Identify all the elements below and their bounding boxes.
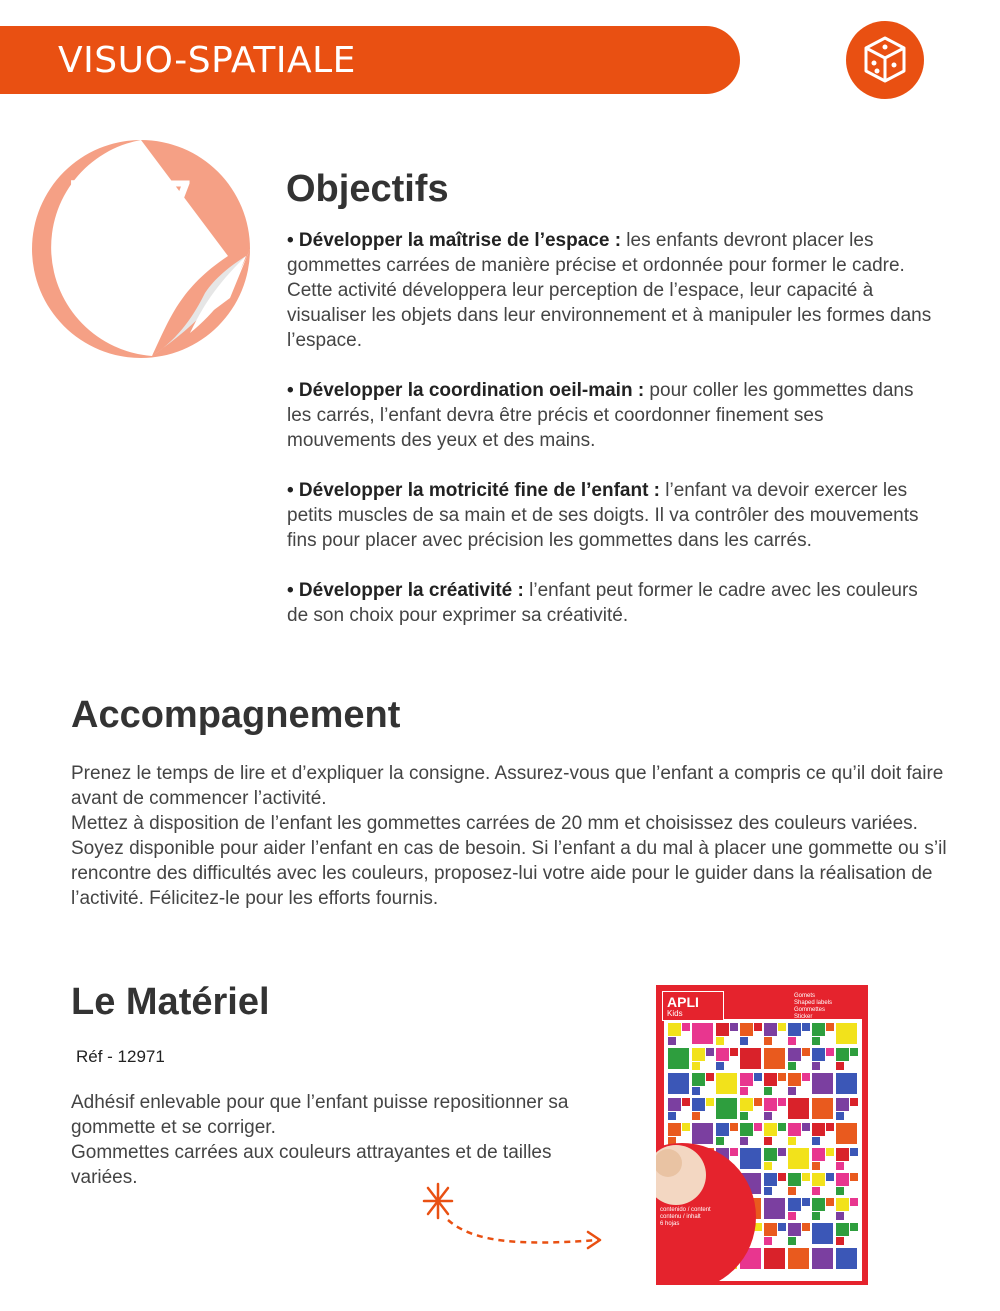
item-lead: • Développer la coordination oeil-main : [287,380,645,401]
activity-number: N°7 [64,166,194,250]
sticker-square [764,1248,785,1269]
sticker-square [812,1098,833,1119]
sticker-square [802,1123,810,1131]
sticker-square [740,1087,748,1095]
sticker-square [836,1162,844,1170]
sticker-square [730,1123,738,1131]
paragraph: Mettez à disposition de l’enfant les gommettes carrées de 20 mm et choisissez des couleurs variées. Soyez disponible pour aider l’enfant en cas de besoin. Si l’enfant a du mal à placer une gommette ou s’il rencontre des difficultés avec les couleurs, proposez-lui votre aide pour le guider dans la réalisation de l’activité. Félicitez-le pour les efforts fournis. [71,813,947,909]
sticker-square [764,1198,785,1219]
lang-label: Sticker [794,1014,813,1020]
sticker-square [740,1023,753,1036]
sticker-square [764,1098,777,1111]
sticker-square [740,1073,753,1086]
sticker-square [764,1173,777,1186]
sticker-square [740,1098,753,1111]
accompaniment-text [71,761,951,911]
sticker-square [802,1023,810,1031]
sticker-square [850,1148,858,1156]
product-languages [794,993,832,1021]
sticker-square [802,1073,810,1081]
sticker-square [740,1037,748,1045]
lang-label: Gommettes [794,1007,826,1013]
sticker-square [740,1137,748,1145]
sticker-square [802,1048,810,1056]
sticker-square [836,1098,849,1111]
sticker-square [716,1037,724,1045]
sticker-square [716,1048,729,1061]
sticker-square [706,1073,714,1081]
sticker-square [850,1098,858,1106]
sticker-square [778,1073,786,1081]
sticker-square [764,1123,777,1136]
sticker-square [826,1198,834,1206]
sticker-square [778,1223,786,1231]
sticker-square [778,1173,786,1181]
sticker-square [668,1073,689,1094]
sticker-square [788,1187,796,1195]
sticker-square [836,1062,844,1070]
sticker-square [706,1048,714,1056]
product-package-image [656,985,868,1285]
sticker-square [764,1237,772,1245]
sticker-square [668,1112,676,1120]
sticker-square [682,1023,690,1031]
sticker-square [788,1123,801,1136]
sticker-square [836,1237,844,1245]
brand-name: APLI [667,994,699,1010]
sticker-square [730,1148,738,1156]
sticker-square [836,1198,849,1211]
sticker-square [836,1073,857,1094]
sticker-square [836,1123,857,1144]
sticker-square [716,1023,729,1036]
sticker-square [764,1162,772,1170]
sticker-square [764,1023,777,1036]
sticker-square [788,1173,801,1186]
sticker-square [788,1137,796,1145]
sticker-square [788,1098,809,1119]
material-text [71,1090,571,1190]
sticker-square [812,1123,825,1136]
sticker-square [740,1048,761,1069]
item-text: pour coller les gommettes dans les carrés, l’enfant devra être précis et coordonner finement ses mouvements des yeux et des mains. [287,380,914,451]
sticker-square [826,1023,834,1031]
item-text: les enfants devront placer les gommettes carrées de manière précise et ordonnée pour former le cadre. Cette activité développera leur perception de l’espace, leur capacité à visualiser les objets dans leur environnement et à manipuler les formes dans l’espace. [287,230,932,351]
sticker-square [812,1162,820,1170]
material-heading: Le Matériel [71,981,270,1023]
sticker-square [836,1212,844,1220]
sticker-square [826,1173,834,1181]
lang-label: Shaped labels [794,1000,833,1006]
sticker-square [692,1112,700,1120]
sticker-square [850,1048,858,1056]
sticker-square [812,1037,820,1045]
sticker-square [740,1112,748,1120]
sticker-square [812,1198,825,1211]
sticker-square [788,1087,796,1095]
sticker-square [668,1048,689,1069]
sticker-square [778,1098,786,1106]
sticker-square [764,1112,772,1120]
sticker-square [812,1187,820,1195]
sticker-square [788,1212,796,1220]
sticker-square [740,1123,753,1136]
sticker-square [716,1123,729,1136]
sticker-square [764,1223,777,1236]
sticker-square [802,1173,810,1181]
sticker-square [668,1023,681,1036]
sticker-square [788,1237,796,1245]
sticker-square [764,1037,772,1045]
sticker-square [706,1098,714,1106]
sticker-square [826,1048,834,1056]
sticker-square [668,1037,676,1045]
sticker-square [850,1223,858,1231]
sticker-square [764,1073,777,1086]
sticker-square [788,1223,801,1236]
brand-sub: Kids [667,1009,683,1018]
sticker-square [692,1023,713,1044]
sticker-square [778,1023,786,1031]
item-lead: • Développer la motricité fine de l’enfant : [287,480,661,501]
sticker-square [764,1148,777,1161]
sticker-square [836,1223,849,1236]
sticker-square [754,1098,762,1106]
product-reference: Réf - 12971 [76,1047,165,1066]
sticker-square [812,1137,820,1145]
sticker-square [754,1073,762,1081]
contents-label: contenu / inhalt [660,1214,701,1220]
sticker-square [730,1023,738,1031]
sticker-square [812,1073,833,1094]
sticker-square [692,1087,700,1095]
sticker-square [826,1148,834,1156]
sticker-square [682,1098,690,1106]
sticker-square [836,1248,857,1269]
category-banner [0,26,740,94]
objectives-heading: Objectifs [286,168,449,210]
sticker-square [716,1073,737,1094]
sticker-square [836,1187,844,1195]
sticker-square [754,1123,762,1131]
sticker-square [850,1173,858,1181]
sticker-square [788,1062,796,1070]
sticker-square [812,1223,833,1244]
sticker-square [692,1123,713,1144]
list-item [287,578,937,628]
cube-icon [846,21,924,99]
contents-label: 6 hojas [660,1221,680,1227]
lang-label: Gomets [794,993,816,999]
sticker-square [788,1198,801,1211]
list-item [287,378,937,453]
sticker-square [778,1123,786,1131]
list-item [287,478,937,553]
sticker-square [730,1048,738,1056]
category-title: VISUO-SPATIALE [58,40,356,81]
sticker-square [802,1223,810,1231]
sticker-square [788,1048,801,1061]
sticker-square [788,1248,809,1269]
sticker-square [716,1062,724,1070]
contents-label: contenido / content [660,1207,711,1213]
paragraph: Prenez le temps de lire et d’expliquer la consigne. Assurez-vous que l’enfant a compris ce qu’il doit faire avant de commencer l’activité. [71,763,944,809]
product-contents [660,1207,730,1228]
paragraph: Adhésif enlevable pour que l’enfant puisse repositionner sa gommette et se corriger. [71,1092,569,1138]
list-item [287,228,937,353]
sticker-square [740,1148,761,1169]
sticker-square [692,1048,705,1061]
sticker-square [682,1123,690,1131]
sticker-square [802,1198,810,1206]
paragraph: Gommettes carrées aux couleurs attrayantes et de tailles variées. [71,1142,552,1188]
sticker-square [826,1123,834,1131]
item-text: l’enfant peut former le cadre avec les couleurs de son choix pour exprimer sa créativité. [287,580,918,626]
sticker-square [778,1148,786,1156]
sticker-square [668,1123,681,1136]
brand-logo [662,991,724,1021]
sticker-square [668,1098,681,1111]
objectives-list [287,228,937,653]
accompaniment-heading: Accompagnement [71,694,401,736]
sticker-square [692,1062,700,1070]
sticker-square [836,1148,849,1161]
sticker-square [754,1023,762,1031]
sticker-square [836,1112,844,1120]
sticker-square [692,1098,705,1111]
sticker-square [716,1098,737,1119]
sticker-square [788,1148,809,1169]
sticker-square [812,1023,825,1036]
sticker-square [850,1198,858,1206]
sticker-square [812,1148,825,1161]
sticker-sheet [656,985,868,1285]
sticker-square [836,1023,857,1044]
sticker-square [764,1137,772,1145]
sticker-square [764,1048,785,1069]
activity-number-badge [30,138,252,360]
dashed-arrow-icon [418,1180,618,1260]
sticker-square [812,1062,820,1070]
item-text: l’enfant va devoir exercer les petits muscles de sa main et de ses doigts. Il va contrôler des mouvements fins pour placer avec précision les gommettes dans les carrés. [287,480,919,551]
sticker-square [836,1173,849,1186]
sticker-square [764,1187,772,1195]
item-lead: • Développer la créativité : [287,580,524,601]
sticker-square [788,1073,801,1086]
sticker-square [788,1023,801,1036]
sticker-square [812,1048,825,1061]
sticker-square [716,1137,724,1145]
sticker-square [812,1212,820,1220]
sticker-square [812,1173,825,1186]
sticker-square [836,1048,849,1061]
item-lead: • Développer la maîtrise de l’espace : [287,230,622,251]
sticker-square [788,1037,796,1045]
sticker-square [692,1073,705,1086]
sticker-square [764,1087,772,1095]
sticker-square [812,1248,833,1269]
